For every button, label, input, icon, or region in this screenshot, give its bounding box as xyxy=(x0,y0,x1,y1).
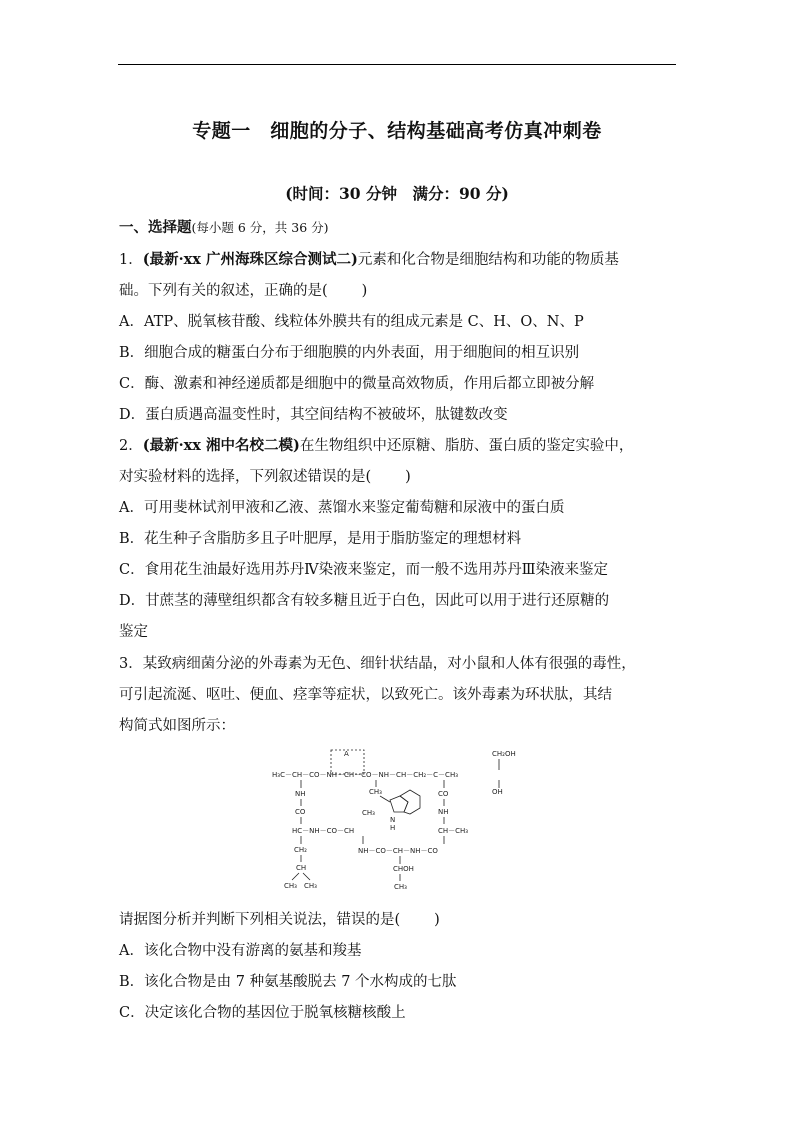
q3-option-c: C．决定该化合物的基因位于脱氧核糖核酸上 xyxy=(119,1005,406,1021)
bond-left-6 xyxy=(292,873,299,880)
q2-option-c: C．食用花生油最好选用苏丹Ⅳ染液来鉴定，而一般不选用苏丹Ⅲ染液来鉴定 xyxy=(119,562,609,578)
q2-option-a: A．可用斐林试剂甲液和乙液、蒸馏水来鉴定葡萄糖和尿液中的蛋白质 xyxy=(119,500,565,516)
q2-stem2: 对实验材料的选择，下列叙述错误的是( xyxy=(119,469,372,485)
choh: CHOH xyxy=(393,865,414,873)
q2-source: (最新·xx 湘中名校二模) xyxy=(142,437,300,454)
q1-stem-line1 xyxy=(119,250,619,270)
q1-source: (最新·xx 广州海珠区综合测试二) xyxy=(142,251,358,268)
q3-stem4: 请据图分析并判断下列相关说法，错误的是( xyxy=(119,912,401,928)
q3-option-a: A．该化合物中没有游离的氨基和羧基 xyxy=(119,943,362,959)
q1-stem2: 础。下列有关的叙述，正确的是( xyxy=(119,283,328,299)
q3-stem-line1: 3．某致病细菌分泌的外毒素为无色、细针状结晶，对小鼠和人体有很强的毒性， xyxy=(119,656,636,672)
q1-option-d: D．蛋白质遇高温变性时，其空间结构不被破坏，肽键数改变 xyxy=(119,407,508,423)
page-subtitle: (时间：30 分钟 满分：90 分) xyxy=(285,184,509,203)
q2-stem-line1 xyxy=(119,436,633,456)
ch3-mid: CH₃ xyxy=(362,809,375,817)
ch3-left-1: CH₃ xyxy=(284,882,297,890)
indole-ring-6 xyxy=(400,790,420,814)
q2-option-d-line1: D．甘蔗茎的薄壁组织都含有较多糖且近于白色，因此可以用于进行还原糖的 xyxy=(119,593,610,609)
q1-close: ) xyxy=(361,283,368,299)
q1-number: 1． xyxy=(119,252,143,268)
q3-option-b: B．该化合物是由 7 种氨基酸脱去 7 个水构成的七肽 xyxy=(119,974,457,990)
section-note: (每小题 6 分，共 36 分) xyxy=(191,220,329,235)
q3-stem-line3: 构简式如图所示： xyxy=(119,718,235,734)
co-left: CO xyxy=(295,808,306,816)
q2-close: ) xyxy=(405,469,411,485)
co-right: CO xyxy=(438,790,449,798)
q2-number: 2． xyxy=(119,438,143,454)
q1-option-a: A．ATP、脱氧核苷酸、线粒体外膜共有的组成元素是 C、H、O、N、P xyxy=(119,314,584,330)
q2-option-b: B．花生种子含脂肪多且子叶肥厚，是用于脂肪鉴定的理想材料 xyxy=(119,531,522,547)
ch3-bottom: CH₃ xyxy=(394,883,407,891)
q1-option-c: C．酶、激素和神经递质都是细胞中的微量高效物质，作用后都立即被分解 xyxy=(119,376,595,392)
label-a: A xyxy=(344,750,349,758)
ch-ch3-right: CH－CH₃ xyxy=(438,827,469,835)
indole-n: N xyxy=(390,816,396,824)
page-title: 专题一 细胞的分子、结构基础高考仿真冲刺卷 xyxy=(192,120,602,142)
indole-h: H xyxy=(390,824,396,832)
q3-close: ) xyxy=(434,912,440,928)
ch2-left: CH₂ xyxy=(294,846,307,854)
nh-left: NH xyxy=(295,790,306,798)
q2-option-d-line2: 鉴定 xyxy=(119,624,148,640)
oh-label: OH xyxy=(492,788,503,796)
q2-stem1: 在生物组织中还原糖、脂肪、蛋白质的鉴定实验中， xyxy=(299,438,634,454)
q3-stem-line2: 可引起流涎、呕吐、便血、痉挛等症状，以致死亡。该外毒素为环状肽，其结 xyxy=(119,687,612,703)
header-rule xyxy=(118,64,676,65)
section-label: 一、选择题 xyxy=(119,219,192,236)
nh-right: NH xyxy=(438,808,449,816)
top-chain: H₃C－CH－CO－NH－CH－CO－NH－CH－CH₂－C－CH₃ xyxy=(272,771,459,779)
cyclic-peptide-structure-diagram xyxy=(270,746,530,894)
ch-left: CH xyxy=(296,864,307,872)
bond-left-7 xyxy=(303,873,310,880)
q1-stem-line2 xyxy=(119,281,367,301)
bottom-chain: NH－CO－CH－NH－CO xyxy=(358,847,438,855)
q1-stem1: 元素和化合物是细胞结构和功能的物质基 xyxy=(357,252,619,268)
mid-chain: HC－NH－CO－CH xyxy=(292,827,355,835)
ch2oh-top: CH₂OH xyxy=(492,750,516,758)
q3-stem-line4 xyxy=(119,910,440,930)
ch3-left-2: CH₃ xyxy=(304,882,317,890)
bond-trp-2 xyxy=(380,796,390,802)
ch2-trp: CH₃ xyxy=(369,788,382,796)
q1-option-b: B．细胞合成的糖蛋白分布于细胞膜的内外表面，用于细胞间的相互识别 xyxy=(119,345,580,361)
section-heading xyxy=(119,218,329,238)
q2-stem-line2 xyxy=(119,467,411,487)
